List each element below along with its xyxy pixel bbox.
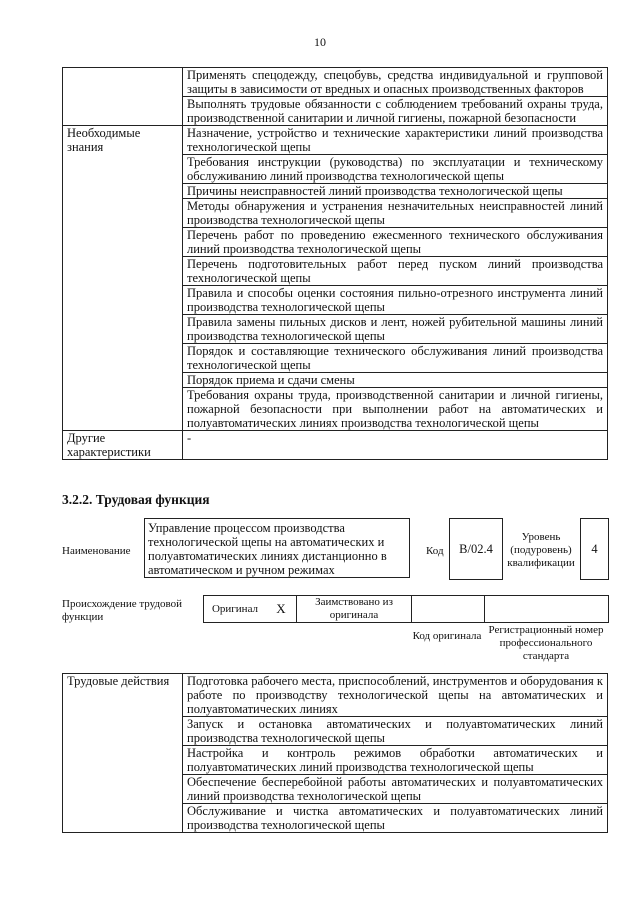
list-item: Обеспечение бесперебойной работы автоматических и полуавтоматических линий производства технологической щепы — [183, 775, 608, 804]
row-label-other: Другие характеристики — [63, 431, 183, 460]
knowledge-table — [62, 67, 608, 460]
list-item: Правила и способы оценки состояния пильно-отрезного инструмента линий производства технологической щепы — [183, 286, 608, 315]
list-item: Правила замены пильных дисков и лент, ножей рубительной машины линий производства технологической щепы — [183, 315, 608, 344]
original-mark: X — [266, 596, 297, 622]
name-label: Наименование — [62, 545, 131, 557]
list-item: Требования инструкции (руководства) по эксплуатации и техническому обслуживанию линий производства технологической щепы — [183, 155, 608, 184]
reg-number-cell — [485, 596, 607, 622]
list-item: Назначение, устройство и технические характеристики линий производства технологической щепы — [183, 126, 608, 155]
level-box — [580, 518, 609, 580]
list-item: Запуск и остановка автоматических и полуавтоматических линий производства технологической щепы — [183, 717, 608, 746]
table-row — [63, 674, 608, 717]
list-item: Порядок приема и сдачи смены — [183, 373, 608, 388]
list-item: Применять спецодежду, спецобувь, средства индивидуальной и групповой защиты в зависимости от вредных и опасных производственных факторов — [183, 68, 608, 97]
table-row — [63, 126, 608, 155]
list-item: Обслуживание и чистка автоматических и полуавтоматических линий производства технологической щепы — [183, 804, 608, 833]
code-original-caption: Код оригинала — [412, 629, 482, 642]
borrowed-label: Заимствовано из оригинала — [297, 596, 412, 622]
code-value: B/02.4 — [459, 541, 493, 556]
level-value: 4 — [591, 541, 598, 556]
origin-label: Происхождение трудовой функции — [62, 598, 183, 623]
list-item: Требования охраны труда, производственной санитарии и личной гигиены, пожарной безопасности при выполнении работ на автоматических и полуавтоматических линиях производства технологической щепы — [183, 388, 608, 431]
function-name: Управление процессом производства технологической щепы на автоматических и полуавтоматических линиях дистанционно в автоматическом и ручном режимах — [148, 521, 387, 577]
list-item: Подготовка рабочего места, приспособлений, инструментов и оборудования к работе по производству технологической щепы на автоматических и полуавтоматических линиях — [183, 674, 608, 717]
actions-table — [62, 673, 608, 833]
list-item: Перечень подготовительных работ перед пуском линий производства технологической щепы — [183, 257, 608, 286]
list-item: Порядок и составляющие технического обслуживания линий производства технологической щепы — [183, 344, 608, 373]
origin-row — [203, 595, 609, 623]
table-row — [63, 431, 608, 460]
level-label: Уровень (подуровень) квалификации — [507, 530, 575, 569]
row-label-knowledge: Необходимые знания — [63, 126, 183, 431]
list-item: Методы обнаружения и устранения незначительных неисправностей линий производства технологической щепы — [183, 199, 608, 228]
list-item: - — [183, 431, 608, 460]
list-item: Причины неисправностей линий производства технологической щепы — [183, 184, 608, 199]
page-number: 10 — [314, 35, 326, 49]
list-item: Выполнять трудовые обязанности с соблюдением требований охраны труда, производственной санитарии и личной гигиены, пожарной безопасности — [183, 97, 608, 126]
row-label — [63, 68, 183, 126]
function-name-box — [144, 518, 410, 578]
table-row — [63, 68, 608, 97]
list-item: Настройка и контроль режимов обработки автоматических и полуавтоматических линий производства технологической щепы — [183, 746, 608, 775]
code-label: Код — [426, 545, 444, 557]
list-item: Перечень работ по проведению ежесменного технического обслуживания линий производства технологической щепы — [183, 228, 608, 257]
reg-number-caption: Регистрационный номер профессионального стандарта — [488, 623, 604, 662]
code-original-cell — [412, 596, 485, 622]
section-heading: 3.2.2. Трудовая функция — [62, 492, 210, 507]
row-label-actions: Трудовые действия — [63, 674, 183, 833]
code-box — [449, 518, 503, 580]
original-label: Оригинал — [211, 602, 259, 615]
